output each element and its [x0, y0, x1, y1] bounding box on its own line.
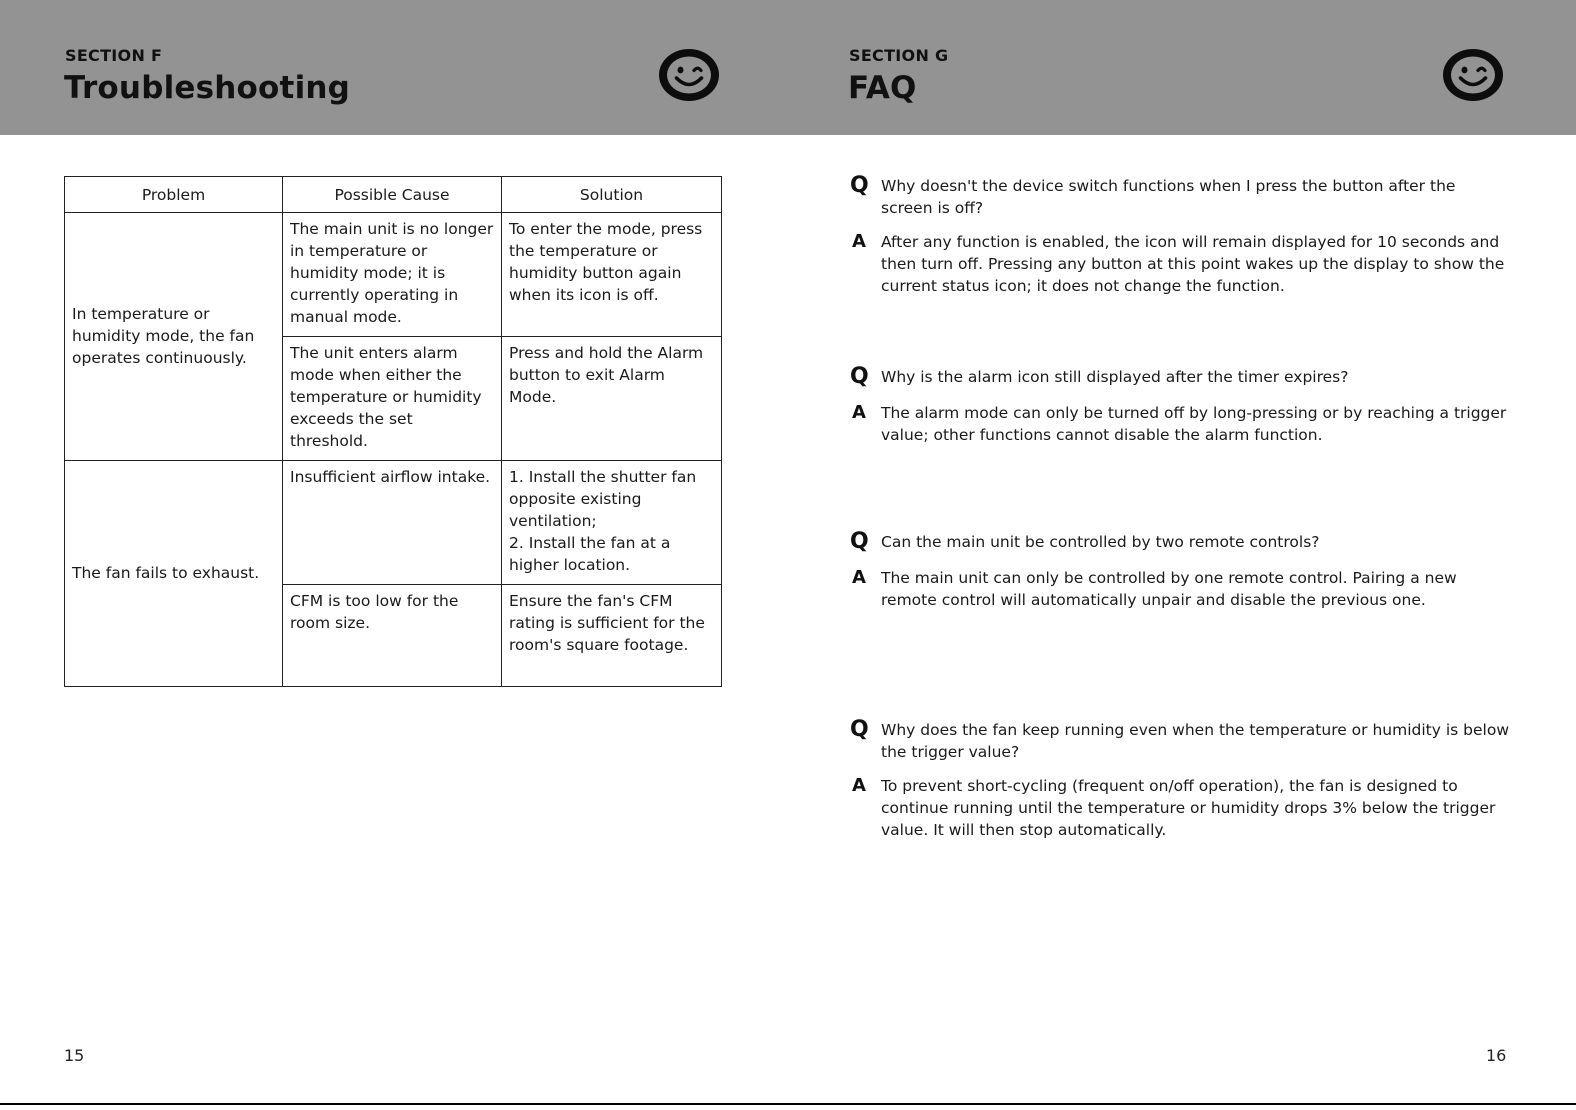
a-mark: A: [852, 402, 866, 423]
header-possible-cause: Possible Cause: [283, 177, 502, 213]
q-mark: Q: [850, 364, 869, 389]
faq-item: [850, 529, 1510, 611]
a-mark: A: [852, 775, 866, 796]
cause-cell: The unit enters alarm mode when either the temperature or humidity exceeds the set threshold.: [283, 337, 502, 461]
section-label: SECTION F: [65, 46, 163, 65]
faq-question: [850, 364, 1510, 390]
answer-text: The alarm mode can only be turned off by long-pressing or by reaching a trigger value; other functions cannot disable the alarm function.: [881, 404, 1507, 444]
table-row: [65, 213, 722, 337]
header-problem: Problem: [65, 177, 283, 213]
question-text: Why doesn't the device switch functions when I press the button after the screen is off?: [881, 177, 1456, 217]
a-mark: A: [852, 567, 866, 588]
solution-cell: Press and hold the Alarm button to exit Alarm Mode.: [502, 337, 722, 461]
faq-answer: [850, 565, 1510, 611]
bottom-rule: [0, 1103, 1576, 1105]
question-text: Why does the fan keep running even when the temperature or humidity is below the trigger value?: [881, 721, 1509, 761]
smiley-icon: [658, 48, 720, 102]
table-row: [65, 461, 722, 585]
cause-cell: The main unit is no longer in temperature or humidity mode; it is currently operating in manual mode.: [283, 213, 502, 337]
answer-text: After any function is enabled, the icon will remain displayed for 10 seconds and then turn off. Pressing any button at this point wakes up the display to show the current status icon; it does not change the function.: [881, 233, 1505, 295]
answer-text: The main unit can only be controlled by one remote control. Pairing a new remote control will automatically unpair and disable the previous one.: [881, 569, 1457, 609]
faq-question: [850, 529, 1510, 555]
a-mark: A: [852, 231, 866, 252]
section-label: SECTION G: [849, 46, 949, 65]
faq-item: [850, 173, 1510, 297]
smiley-icon: [1442, 48, 1504, 102]
question-text: Why is the alarm icon still displayed after the timer expires?: [881, 368, 1349, 386]
faq-answer: [850, 773, 1510, 841]
problem-cell: In temperature or humidity mode, the fan operates continuously.: [65, 213, 283, 461]
q-mark: Q: [850, 529, 869, 554]
faq-question: [850, 173, 1510, 219]
page-number: 15: [64, 1046, 85, 1065]
solution-step-1: 1. Install the shutter fan opposite existing ventilation;: [509, 468, 697, 530]
page-number: 16: [1486, 1046, 1507, 1065]
solution-cell: [502, 461, 722, 585]
solution-cell: Ensure the fan's CFM rating is sufficient for the room's square footage.: [502, 585, 722, 687]
answer-text: To prevent short-cycling (frequent on/off operation), the fan is designed to continue running until the temperature or humidity drops 3% below the trigger value. It will then stop automatically.: [881, 777, 1496, 839]
faq-answer: [850, 400, 1510, 446]
page-title: FAQ: [848, 70, 917, 106]
table-header-row: [65, 177, 722, 213]
cause-cell: CFM is too low for the room size.: [283, 585, 502, 687]
faq-answer: [850, 229, 1510, 297]
header-solution: Solution: [502, 177, 722, 213]
question-text: Can the main unit be controlled by two remote controls?: [881, 533, 1320, 551]
problem-cell: The fan fails to exhaust.: [65, 461, 283, 687]
q-mark: Q: [850, 717, 869, 742]
q-mark: Q: [850, 173, 869, 198]
faq-question: [850, 717, 1510, 763]
header-band: [0, 0, 1576, 135]
faq-item: [850, 364, 1510, 446]
faq-item: [850, 717, 1510, 841]
page-title: Troubleshooting: [64, 70, 351, 106]
troubleshooting-table: [64, 176, 722, 687]
solution-step-2: 2. Install the fan at a higher location.: [509, 534, 671, 574]
cause-cell: Insufficient airflow intake.: [283, 461, 502, 585]
solution-cell: To enter the mode, press the temperature or humidity button again when its icon is off.: [502, 213, 722, 337]
